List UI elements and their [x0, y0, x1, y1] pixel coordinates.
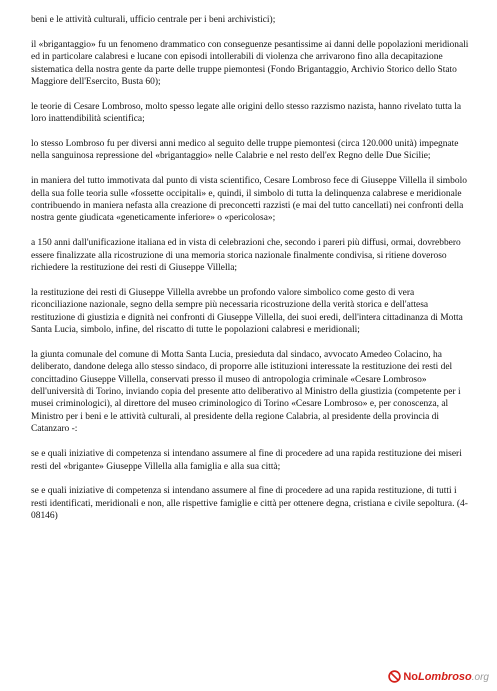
paragraph-1: beni e le attività culturali, ufficio centrale per i beni archivistici);	[31, 15, 276, 25]
paragraph-8: la giunta comunale del comune di Motta Santa Lucia, presieduta dal sindaco, avvocato Amedeo Colacino, ha deliberato, dandone delega allo stesso sindaco, di proporre alle istituzioni interessate la restituzione dei resti del concittadino Giuseppe Villella, conservati presso il museo di antropologia criminale «Cesare Lombroso» dell'università di Torino, inviando copia del presente atto deliberativo al Ministro della giustizia (competente per i musei criminologici), al direttore del museo criminologico di Torino «Cesare Lombroso» e, per conoscenza, al Ministro per i beni e le attività culturali, al presidente della regione Calabria, al presidente della provincia di Catanzaro -:	[31, 349, 461, 435]
paragraph-9: se e quali iniziative di competenza si intendano assumere al fine di procedere ad una rapida restituzione dei miseri resti del «brigante» Giuseppe Villella alla famiglia e alla sua città;	[31, 449, 462, 472]
document-body	[31, 14, 471, 535]
paragraph-6: a 150 anni dall'unificazione italiana ed in vista di celebrazioni che, secondo i pareri più diffusi, ormai, dovrebbero essere finalizzate alla ricostruzione di una memoria storica nazionale finalmente condivisa, si ritiene doveroso richiedere la restituzione dei resti di Giuseppe Villella;	[31, 238, 461, 274]
paragraph-4: lo stesso Lombroso fu per diversi anni medico al seguito delle truppe piemontesi (circa 120.000 unità) impegnate nella sanguinosa repressione del «brigantaggio» nelle Calabrie e nel resto dell'ex Regno delle Due Sicilie;	[31, 139, 459, 162]
watermark-suffix: .org	[471, 671, 489, 683]
paragraph-2: il «brigantaggio» fu un fenomeno drammatico con conseguenze pesantissime ai danni delle popolazioni meridionali ed in particolare calabresi e lucane con episodi intollerabili di violenza che arrivarono fino alla decapitazione sistematica della nostra gente da parte delle truppe piemontesi (Fondo Brigantaggio, Archivio Storico dello Stato Maggiore dell'Esercito, Busta 60);	[31, 39, 469, 88]
watermark-prefix: No	[403, 670, 418, 683]
paragraph-3: le teorie di Cesare Lombroso, molto spesso legate alle origini dello stesso razzismo nazista, hanno rivelato tutta la loro inattendibilità scientifica;	[31, 101, 462, 125]
paragraph-7: la restituzione dei resti di Giuseppe Villella avrebbe un profondo valore simbolico come gesto di vera riconciliazione nazionale, segno della sempre più necessaria ricostruzione della verità storica e dell'attesa restituzione di giustizia e dignità nei confronti di Giuseppe Villella, dei suoi eredi, dell'intera cittadinanza di Motta Santa Lucia, simbolo, infine, del riscatto di tutte le popolazioni calabresi e meridionali;	[31, 287, 463, 336]
watermark-text	[403, 671, 489, 683]
watermark-name: Lombroso	[417, 670, 472, 683]
watermark-logo	[388, 670, 489, 683]
paragraph-5: in maniera del tutto immotivata dal punto di vista scientifico, Cesare Lombroso fece di Giuseppe Villella il simbolo della sua folle teoria sulle «fossette occipitali» e, quindi, il simbolo di tutta la delinquenza calabrese e meridionale contribuendo in maniera nefasta alla creazione di preconcetti razzisti (e mai del tutto cancellati) nei confronti della nostra gente giudicata «geneticamente inferiore» o «pericolosa»;	[31, 176, 467, 224]
no-entry-icon	[388, 670, 401, 683]
paragraph-10: se e quali iniziative di competenza si intendano assumere al fine di procedere ad una rapida restituzione, di tutti i resti identificati, meridionali e non, alle rispettive famiglie e città per ottenere degna, cristiana e civile sepoltura. (4-08146)	[31, 486, 468, 522]
